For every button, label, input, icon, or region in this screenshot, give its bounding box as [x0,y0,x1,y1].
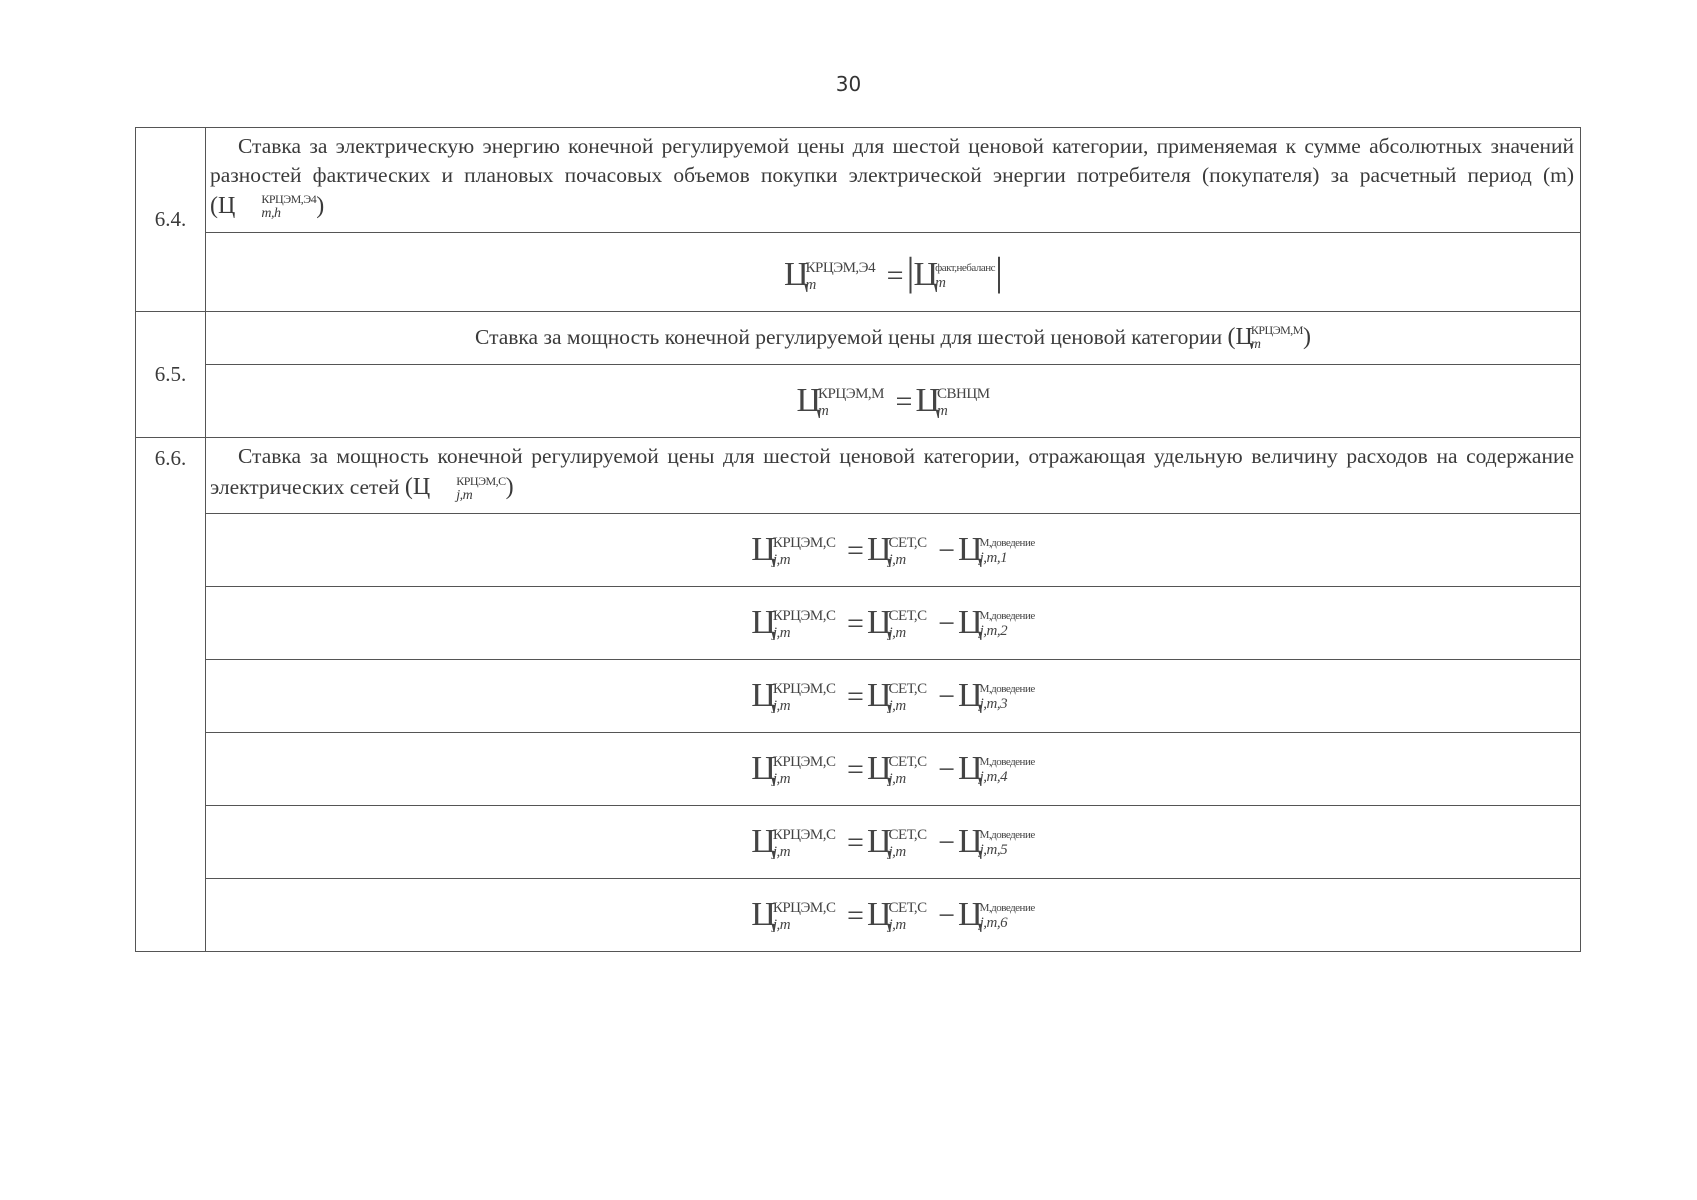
section-6-4-title-symbol: (Ц КРЦЭМ,Э4 m,h ) [210,192,325,222]
section-6-4-title-text: Ставка за электрическую энергию конечной регулируемой цены для шестой ценовой категории, применяемая к сумме абсолютных значений разностей фактических и плановых почасовых объемов покупки электрической энергии потребителя (покупателя) за расчетный период (m) [210,134,1574,187]
section-6-4-title-row [136,128,1581,233]
section-6-5-title-row [136,311,1581,364]
section-6-6-title [206,438,1581,514]
section-6-6-title-text: Ставка за мощность конечной регулируемой цены для шестой ценовой категории, отражающая удельную величину расходов на содержание электрических сетей [210,444,1574,500]
section-6-4-formula-row [136,232,1581,311]
tariff-formula-table [135,127,1581,952]
section-6-5-title-symbol: (Ц КРЦЭМ,М m ) [1227,323,1311,353]
section-6-5-title-text: Ставка за мощность конечной регулируемой цены для шестой ценовой категории [475,324,1223,349]
formula-6-6-4: Ц КРЦЭМ,C j,m = Ц СЕТ,С j,m − Ц М,доведение j,m,4 [206,733,1581,806]
formula-6-6-3: Ц КРЦЭМ,C j,m = Ц СЕТ,С j,m − Ц М,доведение j,m,3 [206,660,1581,733]
formula-6-6-2: Ц КРЦЭМ,C j,m = Ц СЕТ,С j,m − Ц М,доведение j,m,2 [206,587,1581,660]
section-6-6-title-row [136,438,1581,514]
section-6-6-formula-row [136,660,1581,733]
section-6-6-title-symbol: (Ц КРЦЭМ,С j,m ) [404,473,514,503]
section-number-6-6: 6.6. [136,438,206,952]
formula-6-5: Ц КРЦЭМ,М m = Ц СВНЦМ m [206,365,1581,438]
formula-6-4: Ц КРЦЭМ,Э4 m = |Ц факт,небаланс m | [206,232,1581,311]
section-6-6-formula-row [136,733,1581,806]
section-number-6-5: 6.5. [136,311,206,437]
section-6-6-formula-row [136,806,1581,879]
formula-6-6-5: Ц КРЦЭМ,C j,m = Ц СЕТ,С j,m − Ц М,доведение j,m,5 [206,806,1581,879]
section-6-5-formula-row [136,365,1581,438]
formula-6-6-6: Ц КРЦЭМ,C j,m = Ц СЕТ,С j,m − Ц М,доведение j,m,6 [206,879,1581,952]
section-number-6-4: 6.4. [136,128,206,312]
section-6-5-title [206,311,1581,364]
page-number: 30 [835,72,862,96]
section-6-6-formula-row [136,514,1581,587]
section-6-6-formula-row [136,879,1581,952]
section-6-6-formula-row [136,587,1581,660]
formula-6-6-1: Ц КРЦЭМ,C j,m = Ц СЕТ,С j,m − Ц М,доведение j,m,1 [206,514,1581,587]
section-6-4-title [206,128,1581,233]
